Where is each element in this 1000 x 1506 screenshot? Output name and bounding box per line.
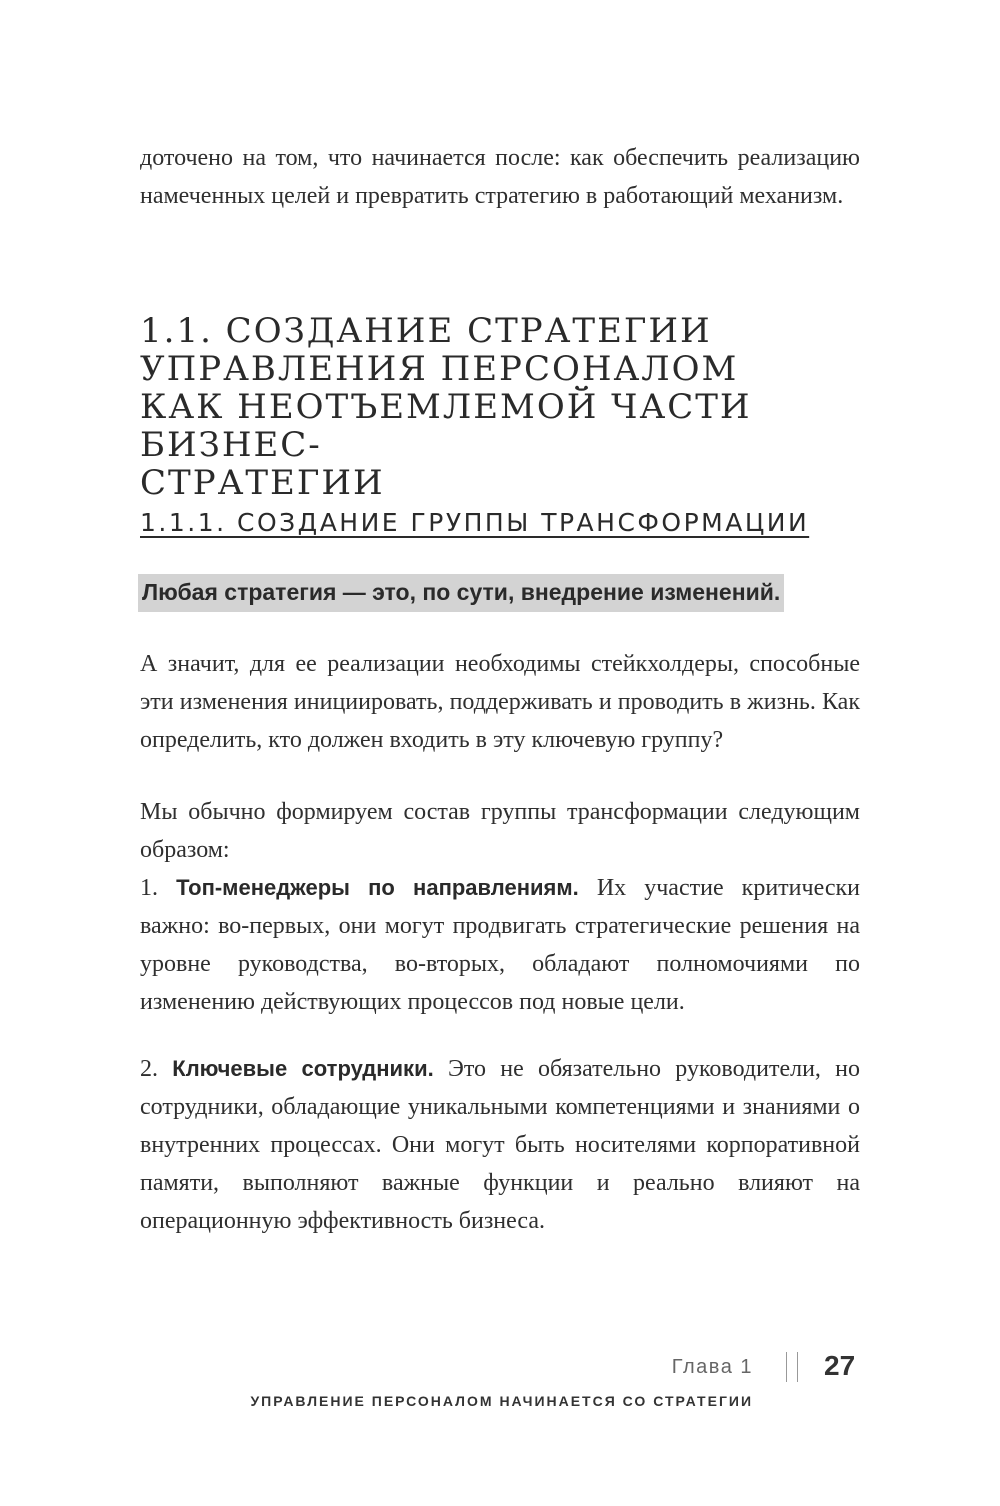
- group-composition-block: [140, 793, 860, 1021]
- highlight-text: Любая стратегия — это, по сути, внедрение изменений.: [138, 574, 784, 612]
- footer-chapter-title: УПРАВЛЕНИЕ ПЕРСОНАЛОМ НАЧИНАЕТСЯ СО СТРАТЕГИИ: [250, 1393, 753, 1409]
- section-heading-line-3: КАК НЕОТЪЕМЛЕМОЙ ЧАСТИ БИЗНЕС-: [140, 387, 752, 465]
- section-heading-line-1: 1.1. СОЗДАНИЕ СТРАТЕГИИ: [140, 311, 712, 351]
- intro-paragraph: доточено на том, что начинается после: как обеспечить реализацию намеченных целей и превратить стратегию в работающий механизм.: [140, 145, 860, 209]
- list-item-lead: Ключевые сотрудники.: [172, 1056, 434, 1081]
- list-item-2: [140, 1050, 860, 1240]
- section-heading-line-2: УПРАВЛЕНИЯ ПЕРСОНАЛОМ: [140, 349, 739, 389]
- paragraph-group-intro: Мы обычно формируем состав группы трансформации следующим образом:: [140, 799, 860, 863]
- footer-separator: [786, 1352, 798, 1382]
- subsection-heading: 1.1.1. СОЗДАНИЕ ГРУППЫ ТРАНСФОРМАЦИИ: [140, 508, 810, 537]
- footer-chapter-label: Глава 1: [671, 1356, 753, 1378]
- section-heading: [140, 312, 880, 502]
- list-item-number: 1.: [140, 875, 158, 901]
- list-item-number: 2.: [140, 1056, 158, 1082]
- paragraph-stakeholders: А значит, для ее реализации необходимы стейкхолдеры, способные эти изменения инициировать, поддерживать и проводить в жизнь. Как определить, кто должен входить в эту ключевую группу?: [140, 651, 860, 753]
- highlighted-statement: [138, 574, 784, 612]
- page-number: 27: [824, 1350, 856, 1381]
- list-item-text: Это не обязательно руководители, но сотрудники, обладающие уникальными компетенциями и знаниями о внутренних процессах. Они могут быть носителями корпоративной памяти, выполняют важные функции и реально влияют на операционную эффективность бизнеса.: [140, 1056, 861, 1234]
- list-item-lead: Топ-менеджеры по направлениям.: [176, 875, 579, 900]
- section-heading-line-4: СТРАТЕГИИ: [140, 463, 385, 503]
- list-item-1: [140, 869, 860, 1021]
- list-item-text: Их участие критически важно: во-первых, они могут продвигать стратегические решения на уровне руководства, во-вторых, обладают полномочиями по изменению действующих процессов под новые цели.: [140, 875, 860, 1015]
